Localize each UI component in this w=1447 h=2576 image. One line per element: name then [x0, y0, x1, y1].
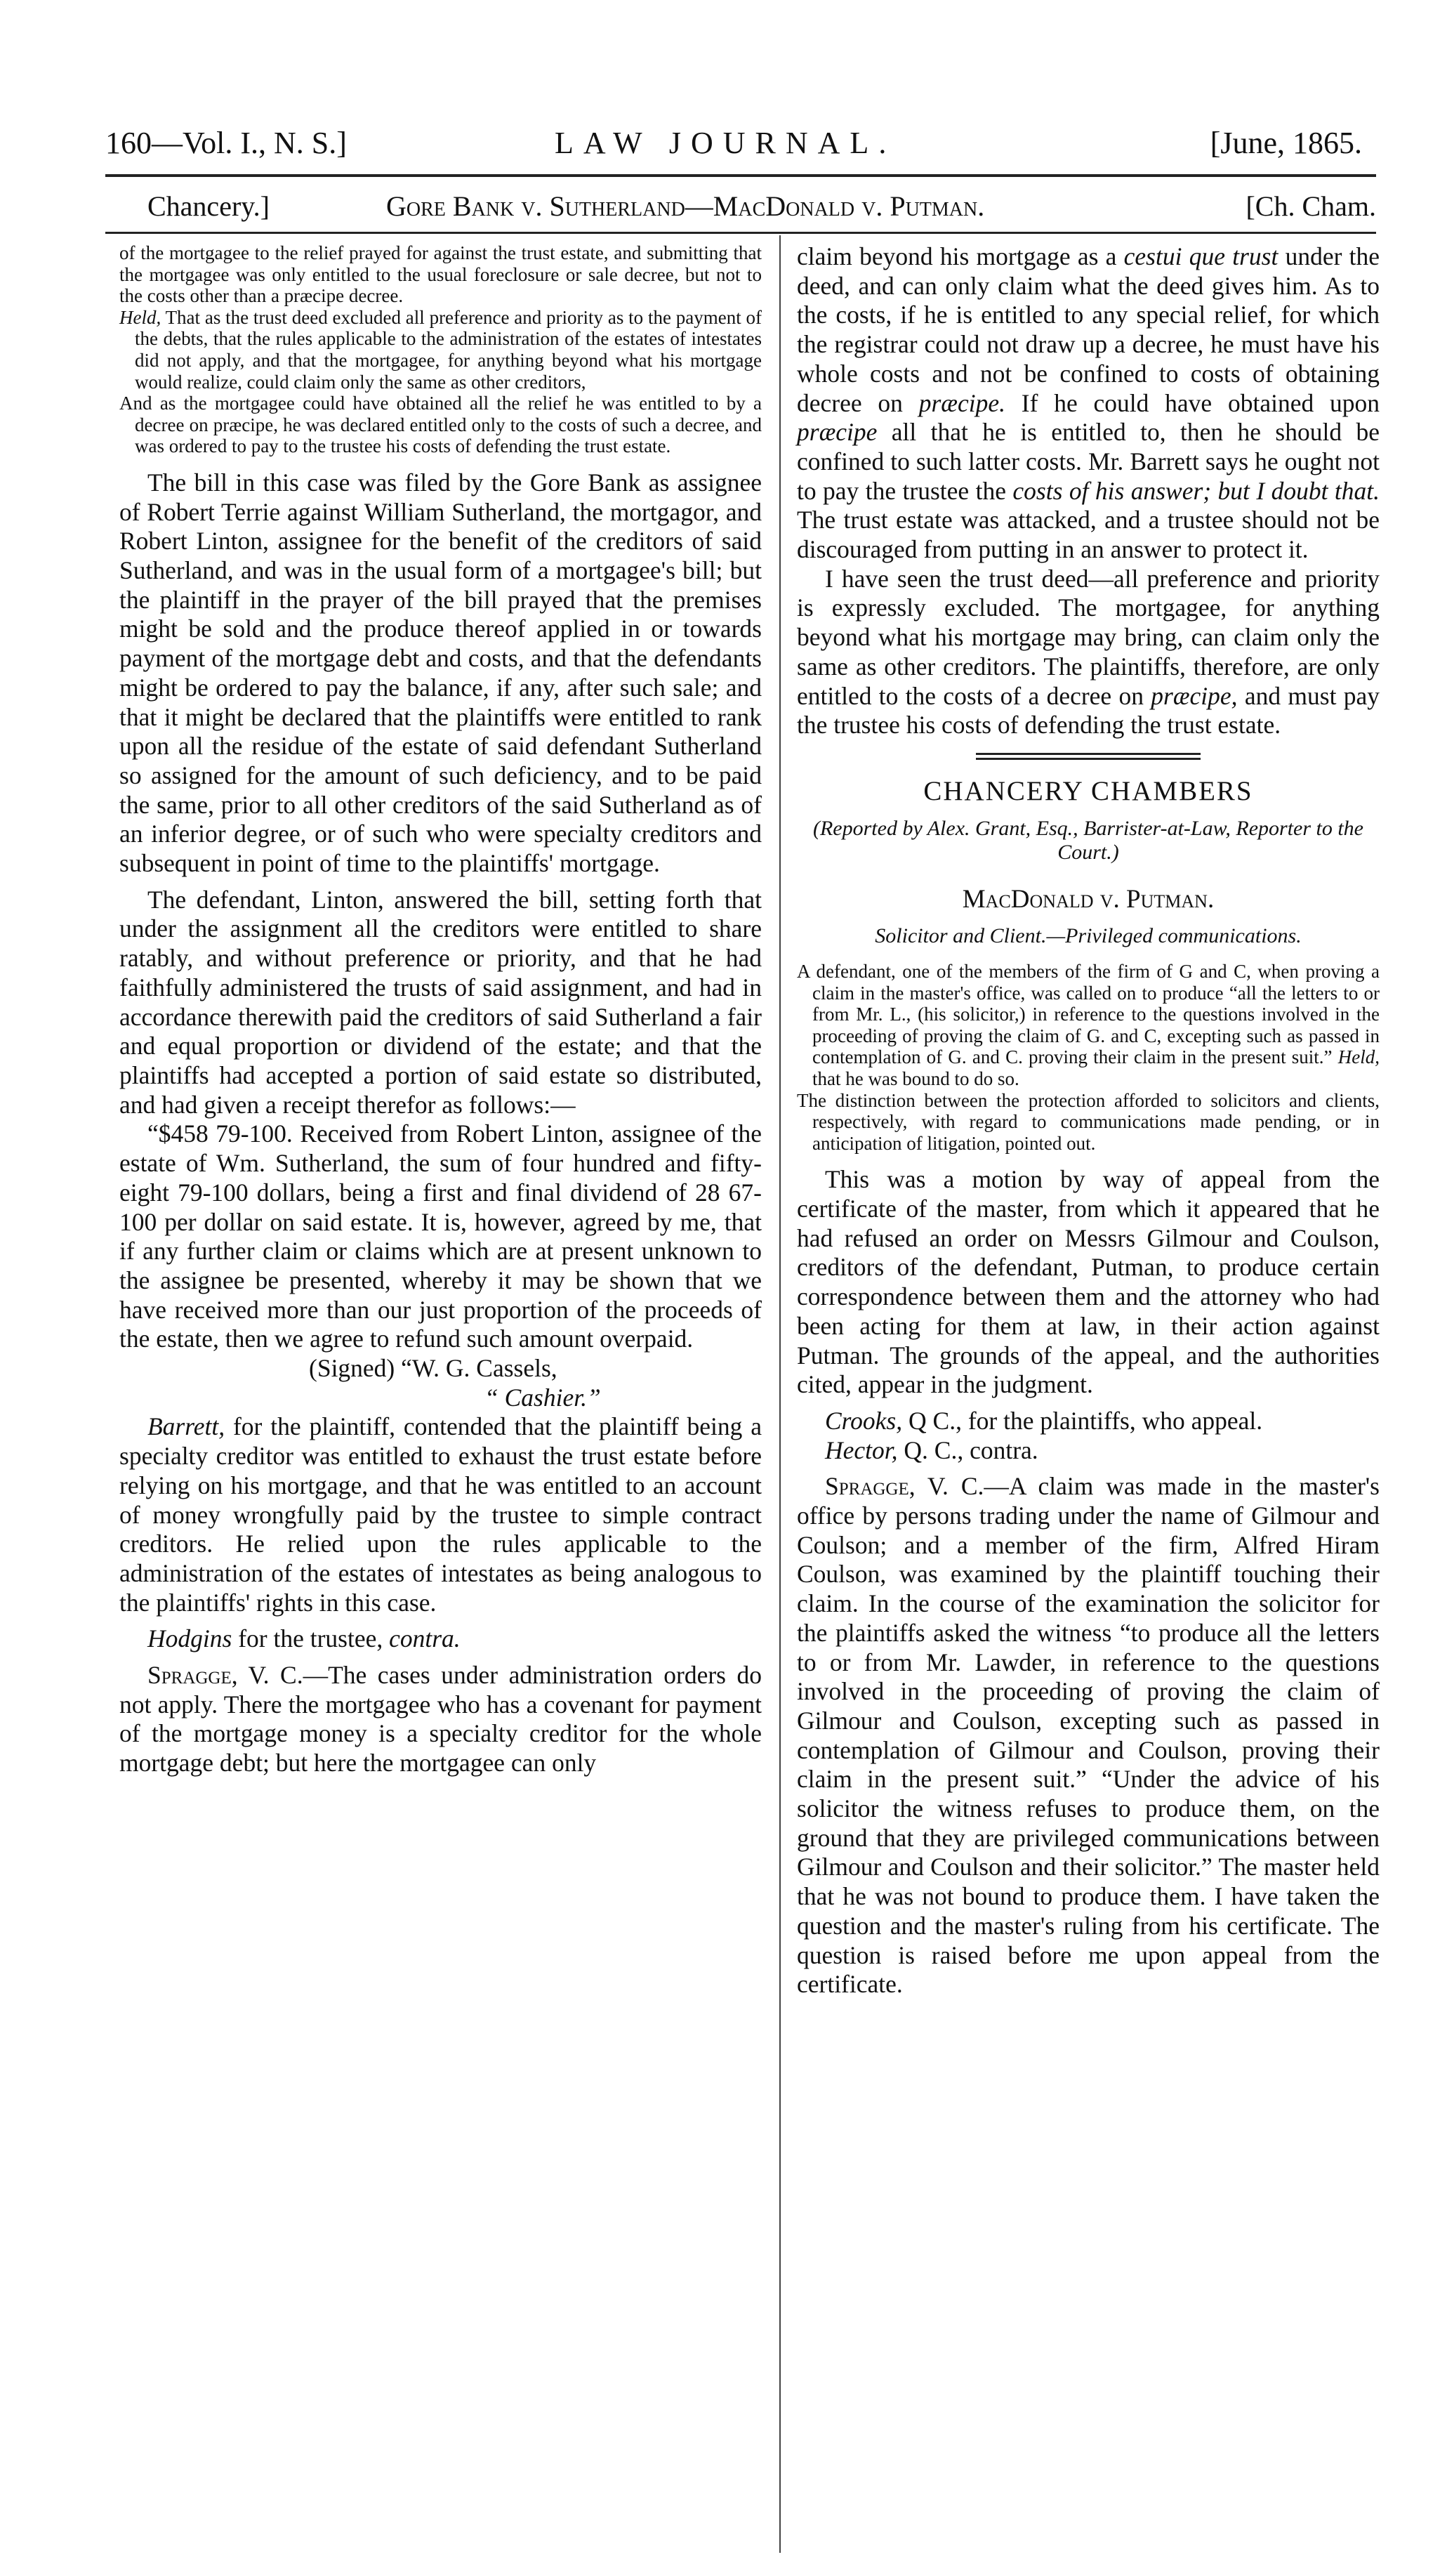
trust-deed-a: I have seen the trust deed—all preference and priority is expressly excluded. The mortgagee, for anything beyond what his mortgage may bring, can claim only the same as other creditors. The plaintiffs, therefore, are only entitled to the costs of a decree on — [797, 564, 1380, 710]
reporter-line: (Reported by Alex. Grant, Esq., Barrister-at-Law, Reporter to the Court.) — [812, 816, 1363, 864]
held-1-text: That as the trust deed excluded all preference and priority as to the payment of the debts, that the rules applicable to the administration of the estates of intestates did not apply, and that the mortgagee, for anything beyond what his mortgage would realize, could claim only the same as other creditors, — [135, 306, 762, 393]
judgment-cont-d: all that he is entitled to, then he should be confined to such latter costs. Mr. Barrett says he ought not to pay the trustee the — [797, 418, 1380, 505]
held-2: And as the mortgagee could have obtained all the relief he was entitled to by a decree on præcipe, he was declared entitled only to the costs of such a decree, and was ordered to pay to the trustee his costs of defending the trust estate. — [119, 393, 762, 457]
court-label: Chancery.] — [147, 190, 270, 222]
judgment-cont-e: The trust estate was attacked, and a trustee should not be discouraged from putting in an answer to protect it. — [797, 506, 1380, 564]
held-1 — [119, 307, 762, 393]
counsel-hector: Hector, — [825, 1435, 898, 1464]
headnote — [119, 242, 762, 457]
cashier-line: “ Cashier.” — [484, 1383, 601, 1412]
section-title: CHANCERY CHAMBERS — [923, 775, 1253, 806]
paragraph-judgment — [119, 1661, 762, 1778]
praecipe-term: præcipe. — [918, 388, 1005, 417]
judgment-2-text: —A claim was made in the master's office by persons trading under the name of Gilmour and Coulson; and a member of the firm, Alfred Hiram Coulson, was examined by the plaintiff touching their claim. In the course of the examination the solicitor for the plaintiffs asked the witness “to produce all the letters to or from Mr. Lawder, in reference to the questions involved in the proceeding of proving the claim of Gilmour and Coulson, excepting such as passed in contemplation of Gilmour and Coulson, proving their claim in the present suit.” “Under the advice of his solicitor the witness refuses to produce them, on the ground that they are privileged communications between Gilmour and Coulson and their solicitor.” The master held that he was not bound to produce them. I have taken the question and the master's ruling from his certificate. The question is raised before me upon appeal from the certificate. — [797, 1472, 1380, 1999]
paragraph-crooks — [797, 1407, 1380, 1436]
held-label: Held, — [119, 306, 161, 328]
trust-deed-b: and must pay the trustee his costs of defending the trust estate. — [797, 681, 1380, 740]
praecipe-term: præcipe, — [1151, 681, 1238, 710]
chamber-label: [Ch. Cham. — [1246, 190, 1376, 222]
headnote-2-text: A defendant, one of the members of the firm of G and C, when proving a claim in the master's office, was called on to produce “all the letters to or from Mr. L., (his solicitor,) in reference to the questions involved in the proceeding of proving the claim of G. and C, excepting such as passed in contemplation of G. and C. proving their claim in the present suit.” — [797, 960, 1380, 1068]
counsel-hodgins: Hodgins — [147, 1624, 232, 1653]
header-rule — [105, 174, 1376, 177]
praecipe-term: præcipe — [797, 418, 878, 447]
page-volume: 160—Vol. I., N. S.] — [105, 126, 347, 160]
paragraph-hodgins — [119, 1624, 762, 1654]
judge-name: Spragge, V. C. — [825, 1472, 984, 1501]
paragraph-barrett — [119, 1412, 762, 1617]
signed-line: (Signed) “W. G. Cassels, — [309, 1354, 557, 1383]
case-title: MacDonald v. Putman. — [962, 884, 1215, 914]
headnote-2 — [797, 961, 1380, 1154]
running-head — [105, 125, 1362, 167]
hector-role: Q. C., contra. — [904, 1435, 1038, 1464]
paragraph-trust-deed — [797, 565, 1380, 740]
contra-label: contra. — [389, 1624, 461, 1653]
receipt-text: “$458 79-100. Received from Robert Linton, assignee of the estate of Wm. Sutherland, the sum of four hundred and fifty-eight 79-100 dollars, being a first and final dividend of 28 67-100 per dollar on said estate. It is, however, agreed by me, that if any further claim or claims which are at present unknown to the assignee be presented, whereby it may be shown that we have received more than our just proportion of the proceeds of the estate, then we agree to refund such amount overpaid. — [119, 1119, 762, 1353]
counsel-crooks: Crooks, — [825, 1406, 903, 1435]
case-topic: Solicitor and Client.—Privileged communications. — [875, 924, 1302, 947]
judgment-continuation — [797, 242, 1380, 565]
right-column — [797, 242, 1380, 1999]
case-names: Gore Bank v. Sutherland—MacDonald v. Putman. — [386, 190, 985, 222]
paragraph-judgment-2 — [797, 1472, 1380, 1999]
paragraph-bill: The bill in this case was filed by the Gore Bank as assignee of Robert Terrie against William Sutherland, the mortgagor, and Robert Linton, assignee for the benefit of the creditors of said Sutherland, and was in the usual form of a mortgagee's bill; but the plaintiff in the prayer of the bill prayed that the premises might be sold and the produce thereof applied in or towards payment of the mortgage debt and costs, and that the defendants might be ordered to pay the balance, if any, after such sale; and that it might be declared that the plaintiffs were entitled to rank upon all the residue of the estate of said defendant Sutherland so assigned for the amount of such deficiency, and to be paid the same, prior to all other creditors of the said Sutherland as of an inferior degree, or of such who were specialty creditors and subsequent in point of time to the plaintiffs' mortgage. — [119, 468, 762, 878]
issue-date: [June, 1865. — [1210, 126, 1362, 160]
judge-name: Spragge, V. C. — [147, 1661, 303, 1690]
judgment-text: —The cases under administration orders do not apply. There the mortgagee who has a covenant for payment of the mortgage money is a specialty creditor for the whole mortgage debt; but here the mortgagee can only — [119, 1661, 762, 1777]
hodgins-role: for the trustee, — [238, 1624, 383, 1653]
held-label: Held, — [1337, 1046, 1380, 1068]
crooks-role: Q C., for the plaintiffs, who appeal. — [908, 1406, 1263, 1435]
counsel-barrett: Barrett, — [147, 1412, 225, 1441]
paragraph-answer: The defendant, Linton, answered the bill, setting forth that under the assignment all the creditors were entitled to share ratably, and without preference or priority, and that he had faithfully administered the trusts of said assignment, and had in accordance therewith paid the creditors of said Sutherland a fair and equal proportion or dividend of the estate; and that the plaintiffs had accepted a portion of said estate so distributed, and had given a receipt therefor as follows:— — [119, 885, 762, 1119]
barrett-argument: for the plaintiff, contended that the plaintiff being a specialty creditor was entitled to exhaust the trust estate before relying on his mortgage, and that he was entitled to an account of money wrongfully paid by the trustee to simple contract creditors. He relied upon the rules applicable to the administration of the estates of intestates as being analogous to the plaintiffs' rights in this case. — [119, 1412, 762, 1617]
headnote-2-held: that he was bound to do so. — [812, 1067, 1019, 1089]
judgment-cont-b: under the deed, and can only claim what the deed gives him. As to the costs, if he is entitled to any special relief, for which the registrar could not draw up a decree, he must have his whole costs and not be confined to costs of obtaining decree on — [797, 242, 1380, 417]
section-rule — [105, 232, 1376, 234]
headnote-2-item-1 — [797, 961, 1380, 1090]
section-divider — [976, 753, 1201, 760]
journal-title: LAW JOURNAL. — [555, 126, 897, 160]
column-divider — [779, 235, 781, 2553]
headnote-continuation: of the mortgagee to the relief prayed for against the trust estate, and submitting that the mortgagee was only entitled to the usual foreclosure or sale decree, but not to the costs other than a præcipe decree. — [119, 242, 762, 307]
costs-answer-phrase: costs of his answer; but I doubt that. — [1012, 476, 1380, 505]
paragraph-hector — [797, 1436, 1380, 1466]
paragraph-motion: This was a motion by way of appeal from the certificate of the master, from which it appeared that he had refused an order on Messrs Gilmour and Coulson, creditors of the defendant, Putman, to produce certain correspondence between them and the attorney who had been acting for them at law, in their action against Putman. The grounds of the appeal, and the authorities cited, appear in the judgment. — [797, 1165, 1380, 1399]
signature-block — [119, 1354, 762, 1412]
headnote-2-item-2: The distinction between the protection afforded to solicitors and clients, respectively, with regard to communications made pending, or in anticipation of litigation, pointed out. — [797, 1089, 1380, 1154]
left-column — [119, 242, 762, 1778]
cestui-term: cestui que trust — [1123, 242, 1278, 270]
judgment-cont-a: claim beyond his mortgage as a — [797, 242, 1117, 270]
judgment-cont-c: If he could have obtained upon — [1021, 388, 1380, 417]
section-head — [105, 190, 1376, 232]
